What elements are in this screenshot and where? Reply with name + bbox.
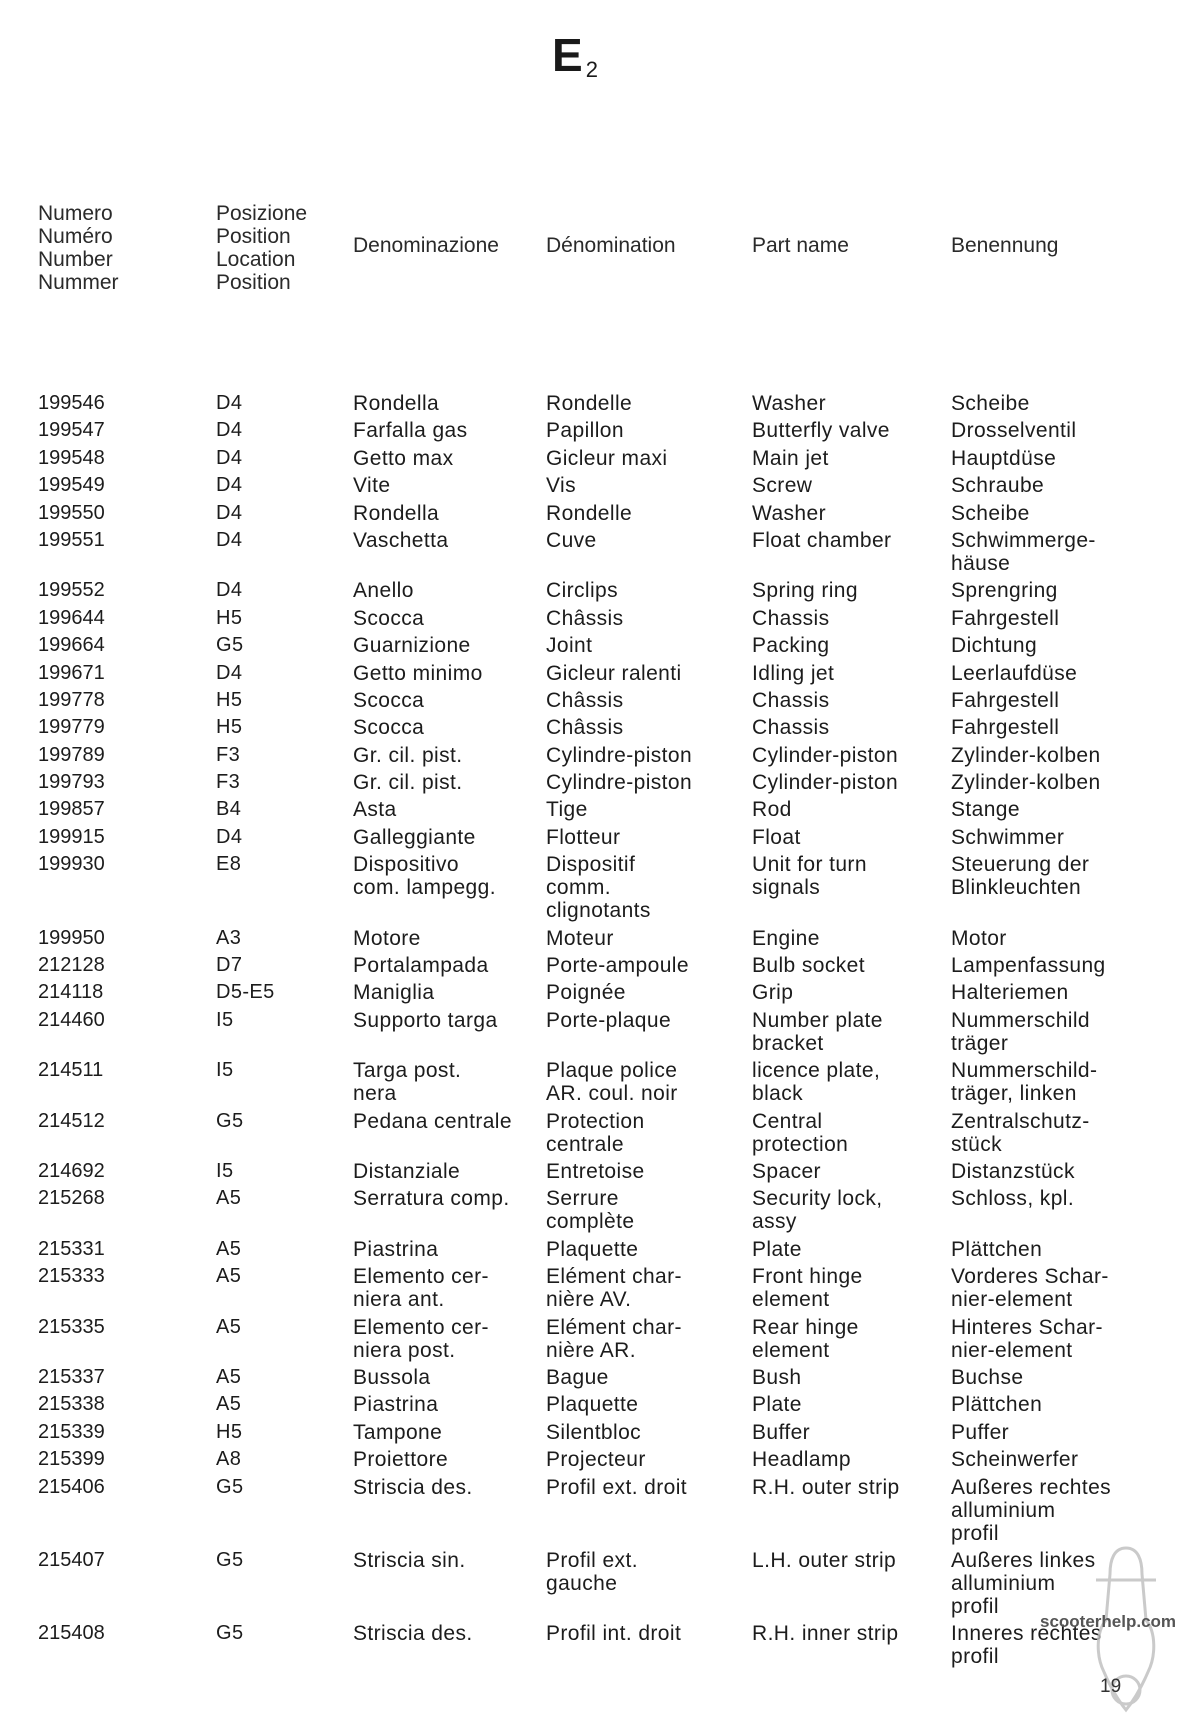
- name-italian: Vaschetta: [353, 528, 449, 552]
- name-english: Rod: [752, 798, 792, 822]
- name-italian: Scocca: [353, 606, 425, 630]
- position-code: I5: [216, 1159, 234, 1182]
- name-french: Moteur: [546, 926, 614, 950]
- part-number: 199548: [38, 446, 105, 469]
- name-german: Motor: [951, 926, 1007, 950]
- name-german: Fahrgestell: [951, 716, 1060, 740]
- position-code: D4: [216, 528, 243, 551]
- name-french: Projecteur: [546, 1448, 646, 1472]
- part-number: 199671: [38, 661, 105, 684]
- part-number: 199546: [38, 392, 105, 414]
- name-german: Dichtung: [951, 634, 1038, 658]
- parts-table: [0, 392, 1200, 1673]
- name-german: Schraube: [951, 474, 1045, 498]
- name-english: Screw: [752, 474, 813, 498]
- name-italian: Serratura comp.: [353, 1187, 510, 1211]
- part-number: 214118: [38, 981, 104, 1004]
- name-french: Protection centrale: [546, 1109, 645, 1156]
- part-number: 199550: [38, 501, 105, 524]
- name-italian: Elemento cer- niera ant.: [353, 1265, 489, 1312]
- name-french: Joint: [546, 634, 593, 658]
- name-french: Cuve: [546, 528, 597, 552]
- name-french: Profil ext. droit: [546, 1475, 688, 1499]
- name-german: Scheibe: [951, 501, 1030, 525]
- header-italian: Denominazione: [353, 234, 499, 257]
- part-number: 199793: [38, 771, 105, 794]
- position-code: A8: [216, 1448, 242, 1471]
- name-english: Number plate bracket: [752, 1008, 883, 1055]
- name-french: Profil int. droit: [546, 1622, 682, 1646]
- name-english: Grip: [752, 981, 794, 1005]
- position-code: I5: [216, 1059, 234, 1082]
- position-code: A3: [216, 926, 242, 949]
- name-english: Bulb socket: [752, 954, 865, 978]
- name-french: Flotteur: [546, 825, 621, 849]
- name-french: Dispositif comm. clignotants: [546, 853, 651, 923]
- name-german: Distanzstück: [951, 1159, 1075, 1183]
- name-english: Chassis: [752, 716, 830, 740]
- name-english: Spring ring: [752, 579, 858, 603]
- table-row: [0, 1421, 1200, 1448]
- position-code: A5: [216, 1365, 242, 1388]
- part-number: 199644: [38, 606, 105, 629]
- name-french: Cylindre-piston: [546, 771, 693, 795]
- name-italian: Elemento cer- niera post.: [353, 1315, 489, 1362]
- header-english: Part name: [752, 234, 849, 257]
- name-english: Chassis: [752, 606, 830, 630]
- position-code: E8: [216, 853, 242, 876]
- table-row: [0, 1160, 1200, 1187]
- position-code: B4: [216, 798, 242, 821]
- part-number: 215338: [38, 1393, 105, 1416]
- name-english: Idling jet: [752, 661, 835, 685]
- name-french: Châssis: [546, 688, 624, 712]
- name-english: Unit for turn signals: [752, 853, 867, 900]
- name-german: Scheibe: [951, 392, 1030, 415]
- table-row: [0, 1059, 1200, 1109]
- table-row: [0, 954, 1200, 981]
- name-english: Engine: [752, 926, 820, 950]
- table-row: [0, 502, 1200, 529]
- name-italian: Rondella: [353, 501, 440, 525]
- part-number: 215333: [38, 1265, 105, 1288]
- name-french: Plaquette: [546, 1393, 639, 1417]
- position-code: G5: [216, 1548, 244, 1571]
- name-german: Steuerung der Blinkleuchten: [951, 853, 1090, 900]
- table-row: [0, 826, 1200, 853]
- name-italian: Striscia sin.: [353, 1548, 466, 1572]
- part-number: 199950: [38, 926, 105, 949]
- position-code: F3: [216, 743, 241, 766]
- part-number: 215406: [38, 1475, 105, 1498]
- name-german: Nummerschild- träger, linken: [951, 1059, 1098, 1106]
- position-code: D5-E5: [216, 981, 275, 1004]
- name-english: Security lock, assy: [752, 1187, 883, 1234]
- part-number: 215335: [38, 1315, 105, 1338]
- name-german: Zylinder-kolben: [951, 771, 1101, 795]
- name-german: Nummerschild träger: [951, 1008, 1090, 1055]
- name-english: R.H. outer strip: [752, 1475, 900, 1499]
- part-number: 214692: [38, 1159, 105, 1182]
- part-number: 199930: [38, 853, 105, 876]
- table-row: [0, 1187, 1200, 1237]
- name-english: L.H. outer strip: [752, 1548, 897, 1572]
- name-english: Bush: [752, 1365, 802, 1389]
- name-italian: Scocca: [353, 688, 425, 712]
- table-row: [0, 662, 1200, 689]
- name-german: Außeres linkes alluminium profil: [951, 1548, 1096, 1618]
- table-row: [0, 1009, 1200, 1059]
- name-english: Main jet: [752, 446, 829, 470]
- position-code: A5: [216, 1393, 242, 1416]
- page-number: 19: [1100, 1676, 1122, 1697]
- name-italian: Striscia des.: [353, 1622, 473, 1646]
- name-german: Inneres rechtes profil: [951, 1622, 1102, 1669]
- name-english: Washer: [752, 501, 826, 525]
- table-row: [0, 579, 1200, 606]
- name-italian: Scocca: [353, 716, 425, 740]
- name-french: Porte-plaque: [546, 1008, 672, 1032]
- table-row: [0, 927, 1200, 954]
- watermark-text: scooterhelp.com: [1040, 1612, 1177, 1631]
- name-english: Plate: [752, 1393, 802, 1417]
- table-row: [0, 689, 1200, 716]
- name-german: Außeres rechtes alluminium profil: [951, 1475, 1112, 1545]
- position-code: D4: [216, 474, 243, 497]
- table-row: [0, 607, 1200, 634]
- name-italian: Tampone: [353, 1420, 443, 1444]
- name-french: Vis: [546, 474, 576, 498]
- position-code: D4: [216, 419, 243, 442]
- name-italian: Piastrina: [353, 1237, 439, 1261]
- name-italian: Vite: [353, 474, 391, 498]
- name-italian: Anello: [353, 579, 414, 603]
- name-french: Cylindre-piston: [546, 743, 693, 767]
- table-row: [0, 771, 1200, 798]
- name-french: Châssis: [546, 716, 624, 740]
- name-german: Vorderes Schar- nier-element: [951, 1265, 1109, 1312]
- table-row: [0, 1366, 1200, 1393]
- position-code: H5: [216, 688, 243, 711]
- position-code: A5: [216, 1237, 242, 1260]
- name-french: Châssis: [546, 606, 624, 630]
- position-code: D4: [216, 825, 243, 848]
- table-row: [0, 853, 1200, 926]
- name-french: Serrure complète: [546, 1187, 635, 1234]
- name-german: Puffer: [951, 1420, 1010, 1444]
- name-french: Gicleur ralenti: [546, 661, 682, 685]
- table-row: [0, 744, 1200, 771]
- part-number: 215407: [38, 1548, 105, 1571]
- name-italian: Targa post. nera: [353, 1059, 462, 1106]
- part-number: 215408: [38, 1622, 105, 1645]
- part-number: 199551: [38, 528, 105, 551]
- table-row: [0, 419, 1200, 446]
- name-english: Float chamber: [752, 528, 892, 552]
- name-french: Bague: [546, 1365, 609, 1389]
- name-german: Lampenfassung: [951, 954, 1106, 978]
- name-french: Papillon: [546, 419, 624, 443]
- position-code: A5: [216, 1187, 242, 1210]
- table-row: [0, 1238, 1200, 1265]
- part-number: 199779: [38, 716, 105, 739]
- name-german: Buchse: [951, 1365, 1024, 1389]
- name-german: Hinteres Schar- nier-element: [951, 1315, 1103, 1362]
- name-italian: Pedana centrale: [353, 1109, 512, 1133]
- name-french: Rondelle: [546, 501, 633, 525]
- name-german: Schwimmer: [951, 825, 1065, 849]
- table-row: [0, 1265, 1200, 1315]
- name-french: Rondelle: [546, 392, 633, 415]
- part-number: 215337: [38, 1365, 105, 1388]
- name-german: Zentralschutz- stück: [951, 1109, 1090, 1156]
- header-french: Dénomination: [546, 234, 676, 257]
- name-german: Drosselventil: [951, 419, 1077, 443]
- position-code: A5: [216, 1315, 242, 1338]
- name-italian: Asta: [353, 798, 397, 822]
- position-code: D4: [216, 661, 243, 684]
- part-number: 199552: [38, 579, 105, 602]
- name-english: Float: [752, 825, 801, 849]
- name-french: Elément char- nière AR.: [546, 1315, 682, 1362]
- part-number: 199549: [38, 474, 105, 497]
- name-german: Fahrgestell: [951, 606, 1060, 630]
- name-italian: Getto minimo: [353, 661, 483, 685]
- part-number: 215331: [38, 1237, 105, 1260]
- name-english: Plate: [752, 1237, 802, 1261]
- name-french: Elément char- nière AV.: [546, 1265, 682, 1312]
- name-french: Gicleur maxi: [546, 446, 668, 470]
- name-english: Cylinder-piston: [752, 771, 899, 795]
- part-number: 215268: [38, 1187, 105, 1210]
- name-german: Halteriemen: [951, 981, 1069, 1005]
- name-german: Hauptdüse: [951, 446, 1057, 470]
- name-italian: Dispositivo com. lampegg.: [353, 853, 496, 900]
- name-french: Circlips: [546, 579, 619, 603]
- name-english: Front hinge element: [752, 1265, 863, 1312]
- position-code: D4: [216, 392, 243, 414]
- position-code: F3: [216, 771, 241, 794]
- name-italian: Portalampada: [353, 954, 489, 978]
- name-french: Profil ext. gauche: [546, 1548, 638, 1595]
- name-italian: Piastrina: [353, 1393, 439, 1417]
- part-number: 199778: [38, 688, 105, 711]
- position-code: G5: [216, 1109, 244, 1132]
- position-code: H5: [216, 716, 243, 739]
- name-english: Headlamp: [752, 1448, 851, 1472]
- table-row: [0, 1622, 1200, 1672]
- table-row: [0, 529, 1200, 579]
- position-code: H5: [216, 1420, 243, 1443]
- part-number: 214511: [38, 1059, 104, 1082]
- name-english: Cylinder-piston: [752, 743, 899, 767]
- name-french: Plaque police AR. coul. noir: [546, 1059, 678, 1106]
- name-italian: Guarnizione: [353, 634, 471, 658]
- name-french: Plaquette: [546, 1237, 639, 1261]
- header-number: Numero Numéro Number Nummer: [38, 202, 119, 294]
- name-german: Plättchen: [951, 1393, 1043, 1417]
- name-german: Zylinder-kolben: [951, 743, 1101, 767]
- table-row: [0, 1476, 1200, 1549]
- name-italian: Bussola: [353, 1365, 431, 1389]
- part-number: 215399: [38, 1448, 105, 1471]
- table-row: [0, 1393, 1200, 1420]
- position-code: D7: [216, 954, 243, 977]
- name-german: Schwimmerge- häuse: [951, 528, 1096, 575]
- part-number: 199789: [38, 743, 105, 766]
- table-row: [0, 716, 1200, 743]
- position-code: G5: [216, 1622, 244, 1645]
- part-number: 215339: [38, 1420, 105, 1443]
- name-french: Poignée: [546, 981, 626, 1005]
- name-italian: Gr. cil. pist.: [353, 771, 463, 795]
- name-italian: Gr. cil. pist.: [353, 743, 463, 767]
- name-english: Buffer: [752, 1420, 811, 1444]
- table-row: [0, 447, 1200, 474]
- name-german: Schloss, kpl.: [951, 1187, 1075, 1211]
- name-english: Washer: [752, 392, 826, 415]
- name-italian: Getto max: [353, 446, 454, 470]
- header-german: Benennung: [951, 234, 1059, 257]
- name-italian: Proiettore: [353, 1448, 449, 1472]
- table-row: [0, 798, 1200, 825]
- part-number: 214460: [38, 1008, 105, 1031]
- name-italian: Farfalla gas: [353, 419, 468, 443]
- position-code: D4: [216, 446, 243, 469]
- page-title: $E_2$: [552, 29, 599, 82]
- name-french: Entretoise: [546, 1159, 645, 1183]
- table-row: [0, 1110, 1200, 1160]
- table-row: [0, 474, 1200, 501]
- position-code: D4: [216, 501, 243, 524]
- name-italian: Distanziale: [353, 1159, 461, 1183]
- position-code: I5: [216, 1008, 234, 1031]
- name-italian: Rondella: [353, 392, 440, 415]
- name-french: Porte-ampoule: [546, 954, 689, 978]
- part-number: 199915: [38, 825, 105, 848]
- table-row: [0, 1316, 1200, 1366]
- name-italian: Motore: [353, 926, 421, 950]
- table-row: [0, 1448, 1200, 1475]
- name-french: Tige: [546, 798, 588, 822]
- position-code: D4: [216, 579, 243, 602]
- name-german: Stange: [951, 798, 1020, 822]
- name-italian: Galleggiante: [353, 825, 476, 849]
- part-number: 199664: [38, 634, 105, 657]
- name-english: Rear hinge element: [752, 1315, 859, 1362]
- name-english: Spacer: [752, 1159, 821, 1183]
- position-code: A5: [216, 1265, 242, 1288]
- name-italian: Supporto targa: [353, 1008, 498, 1032]
- part-number: 212128: [38, 954, 105, 977]
- name-english: licence plate, black: [752, 1059, 881, 1106]
- part-number: 199857: [38, 798, 105, 821]
- table-row: [0, 634, 1200, 661]
- table-row: [0, 1549, 1200, 1622]
- position-code: H5: [216, 606, 243, 629]
- name-italian: Maniglia: [353, 981, 435, 1005]
- part-number: 214512: [38, 1109, 105, 1132]
- name-english: R.H. inner strip: [752, 1622, 899, 1646]
- name-german: Plättchen: [951, 1237, 1043, 1261]
- name-italian: Striscia des.: [353, 1475, 473, 1499]
- table-row: [0, 981, 1200, 1008]
- name-english: Butterfly valve: [752, 419, 890, 443]
- name-english: Central protection: [752, 1109, 849, 1156]
- position-code: G5: [216, 634, 244, 657]
- name-german: Leerlaufdüse: [951, 661, 1078, 685]
- header-position: Posizione Position Location Position: [216, 202, 308, 294]
- table-row: [0, 392, 1200, 419]
- name-german: Scheinwerfer: [951, 1448, 1079, 1472]
- name-french: Silentbloc: [546, 1420, 642, 1444]
- name-english: Packing: [752, 634, 830, 658]
- name-german: Sprengring: [951, 579, 1058, 603]
- position-code: G5: [216, 1475, 244, 1498]
- name-english: Chassis: [752, 688, 830, 712]
- name-german: Fahrgestell: [951, 688, 1060, 712]
- part-number: 199547: [38, 419, 105, 442]
